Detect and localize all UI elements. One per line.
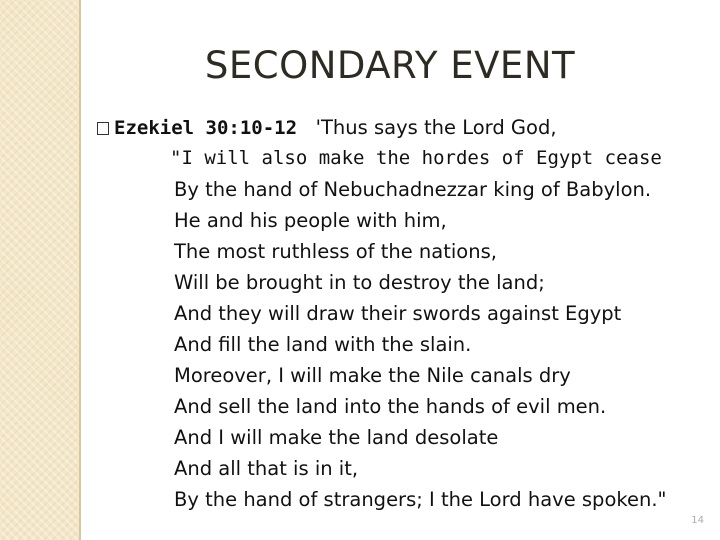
verse-line: Moreover, I will make the Nile canals dry <box>174 364 571 387</box>
slide-title: SECONDARY EVENT <box>204 44 576 87</box>
verse-lines <box>170 143 667 515</box>
verse-line: By the hand of Nebuchadnezzar king of Babylon. <box>174 178 652 201</box>
verse-line: And fill the land with the slain. <box>174 333 472 356</box>
scripture-reference: Ezekiel 30:10-12 <box>114 117 298 139</box>
verse-intro <box>114 112 557 144</box>
verse-line: "I will also make the hordes of Egypt cease <box>170 147 662 169</box>
verse-line: He and his people with him, <box>174 209 447 232</box>
verse-line: And they will draw their swords against Egypt <box>174 302 622 325</box>
verse-line: By the hand of strangers; I the Lord have spoken." <box>174 488 667 511</box>
verse-line: And I will make the land desolate <box>174 426 499 449</box>
page-number: 14 <box>691 515 704 526</box>
verse-line: And sell the land into the hands of evil men. <box>174 395 607 418</box>
verse-line: Will be brought in to destroy the land; <box>174 271 545 294</box>
verse-lead-text <box>303 116 556 139</box>
verse-line: The most ruthless of the nations, <box>174 240 497 263</box>
verse-line: And all that is in it, <box>174 457 359 480</box>
bullet-box-icon <box>97 122 109 135</box>
verse-lead: 'Thus says the Lord God, <box>315 116 557 139</box>
